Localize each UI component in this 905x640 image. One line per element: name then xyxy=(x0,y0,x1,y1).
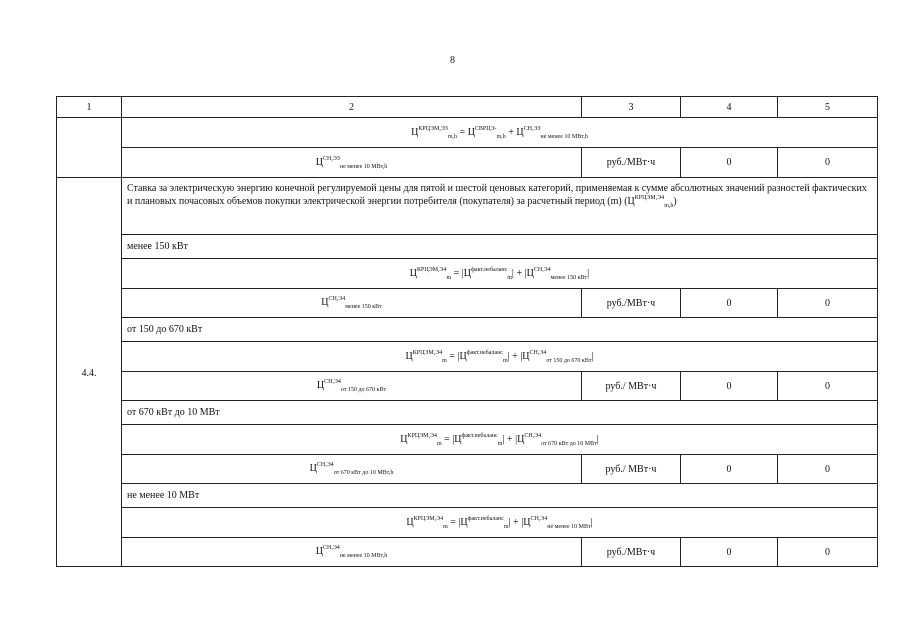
value-cell-4: 0 xyxy=(681,372,778,401)
header-col-3: 3 xyxy=(582,97,681,118)
formula-row xyxy=(57,342,878,372)
unit-cell: руб./МВт·ч xyxy=(582,289,681,318)
formula-cell: $Ц^{КРЦЭМ,Э4}_m = |Ц^{факт.небаланс}_m| + |Ц^{СН,Э4}_{менее 150 кВт}|$ xyxy=(122,259,878,289)
header-row xyxy=(57,97,878,118)
formula-row xyxy=(57,118,878,148)
rate-row xyxy=(57,372,878,401)
category-row xyxy=(57,318,878,342)
value-cell-4: 0 xyxy=(681,289,778,318)
formula-lhs: $^{КРЦЭМ,ЭЗ}_{m,h}$ xyxy=(418,125,458,140)
header-col-5: 5 xyxy=(778,97,878,118)
rate-row xyxy=(57,455,878,484)
value-cell-4: 0 xyxy=(681,455,778,484)
header-col-4: 4 xyxy=(681,97,778,118)
page-number: 8 xyxy=(450,55,455,66)
formula-cell: $Ц^{КРЦЭМ,Э4}_m = |Ц^{факт.небаланс}_m| + |Ц^{СН,Э4}_{не менее 10 МВт}|$ xyxy=(122,508,878,538)
rate-symbol-cell: $Ц^{СН,Э4}_{менее 150 кВт}$ xyxy=(122,289,582,318)
category-row xyxy=(57,484,878,508)
category-label: не менее 10 МВт xyxy=(122,484,878,508)
unit-cell: руб./МВт·ч xyxy=(582,148,681,178)
rate-symbol-cell: $Ц^{СН,Э4}_{от 670 кВт до 10 МВт,h}$ xyxy=(122,455,582,484)
rate-symbol-cell: $Ц^{СН,ЭЗ}_{не менее 10 МВт,h}$ xyxy=(122,148,582,178)
unit-cell: руб./МВт·ч xyxy=(582,538,681,567)
formula-cell: $Ц^{КРЦЭМ,Э4}_m = |Ц^{факт.небаланс}_m| + |Ц^{СН,Э4}_{от 150 до 670 кВт}|$ xyxy=(122,342,878,372)
category-label: от 150 до 670 кВт xyxy=(122,318,878,342)
value-cell-5: 0 xyxy=(778,148,878,178)
rate-row xyxy=(57,289,878,318)
value-cell-5: 0 xyxy=(778,538,878,567)
rate-row xyxy=(57,538,878,567)
section-row xyxy=(57,178,878,235)
section-description: Ставка за электрическую энергию конечной регулируемой цены для пятой и шестой ценовых категорий, применяемая к сумме абсолютных значений разностей фактических и плановых почасовых объемов покупки электрической энергии потребителя (покупателя) за расчетный период (m) $(Ц^{КРЦЭМ,Э4}_{m,h})$ xyxy=(122,178,878,235)
header-col-2: 2 xyxy=(122,97,582,118)
formula-cell: $Ц^{КРЦЭМ,ЭЗ}_{m,h} = Ц^{СВРЦЭ-}_{m,h} + Ц^{СН,ЭЗ}_{не менее 10 МВт,h}$ xyxy=(122,118,878,148)
value-cell-5: 0 xyxy=(778,455,878,484)
value-cell-5: 0 xyxy=(778,372,878,401)
formula-row xyxy=(57,508,878,538)
category-row xyxy=(57,235,878,259)
value-cell-4: 0 xyxy=(681,538,778,567)
tariff-table xyxy=(56,96,878,567)
category-label: от 670 кВт до 10 МВт xyxy=(122,401,878,425)
category-row xyxy=(57,401,878,425)
rate-symbol-cell: $Ц^{СН,Э4}_{от 150 до 670 кВт}$ xyxy=(122,372,582,401)
rate-symbol-cell: $Ц^{СН,Э4}_{не менее 10 МВт,h}$ xyxy=(122,538,582,567)
unit-cell: руб./ МВт·ч xyxy=(582,455,681,484)
unit-cell: руб./ МВт·ч xyxy=(582,372,681,401)
value-cell-4: 0 xyxy=(681,148,778,178)
value-cell-5: 0 xyxy=(778,289,878,318)
category-label: менее 150 кВт xyxy=(122,235,878,259)
formula-row xyxy=(57,259,878,289)
section-number: 4.4. xyxy=(57,178,122,567)
formula-cell: $Ц^{КРЦЭМ,Э4}_m = |Ц^{факт.небаланс}_m| + |Ц^{СН,Э4}_{от 670 кВт до 10 МВт}|$ xyxy=(122,425,878,455)
formula-row xyxy=(57,425,878,455)
number-cell-continued xyxy=(57,118,122,178)
rate-row xyxy=(57,148,878,178)
header-col-1: 1 xyxy=(57,97,122,118)
